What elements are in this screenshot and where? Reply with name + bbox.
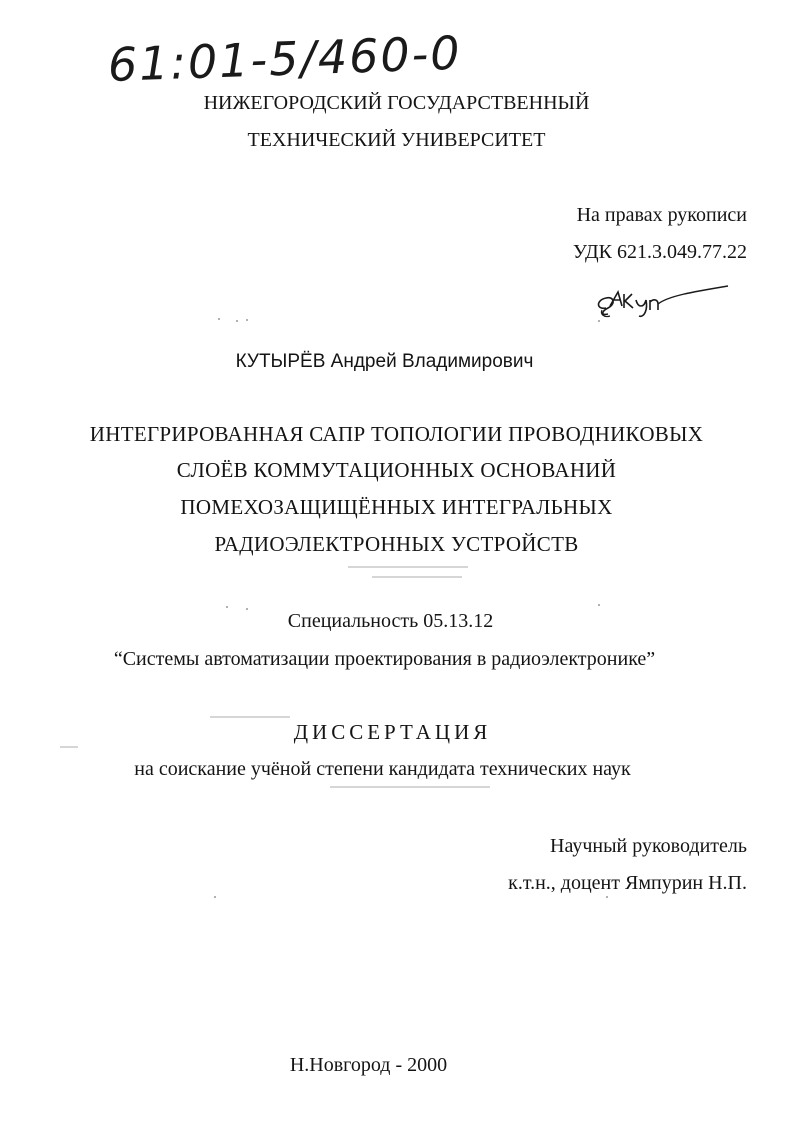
specialty-code: Специальность 05.13.12 [287, 610, 494, 632]
author-name: КУТЫРЁВ Андрей Владимирович [235, 351, 534, 372]
university-line-1: НИЖЕГОРОДСКИЙ ГОСУДАРСТВЕННЫЙ [203, 92, 590, 114]
dissertation-title-line-4: РАДИОЭЛЕКТРОННЫХ УСТРОЙСТВ [214, 532, 579, 556]
scan-speck [218, 318, 220, 320]
author-signature [592, 280, 732, 322]
scan-speck [226, 606, 228, 608]
scan-speck [246, 608, 248, 610]
scan-speck [598, 320, 600, 322]
dissertation-title-line-3: ПОМЕХОЗАЩИЩЁННЫХ ИНТЕГРАЛЬНЫХ [180, 495, 613, 519]
university-line-2: ТЕХНИЧЕСКИЙ УНИВЕРСИТЕТ [247, 129, 546, 151]
dissertation-title-line-2: СЛОЁВ КОММУТАЦИОННЫХ ОСНОВАНИЙ [176, 458, 617, 482]
city-year: Н.Новгород - 2000 [289, 1054, 448, 1076]
advisor-label: Научный руководитель [550, 835, 747, 857]
scan-speck [598, 604, 600, 606]
scan-smudge [372, 576, 462, 578]
scan-speck [246, 319, 248, 321]
degree-statement: на соискание учёной степени кандидата технических наук [134, 758, 631, 780]
advisor-name: к.т.н., доцент Ямпурин Н.П. [508, 872, 747, 894]
scan-smudge [210, 716, 290, 718]
udk-code: УДК 621.3.049.77.22 [572, 241, 747, 263]
specialty-name: “Системы автоматизации проектирования в радиоэлектронике” [113, 648, 656, 670]
scan-smudge [60, 746, 78, 748]
manuscript-rights: На правах рукописи [576, 204, 747, 226]
document-type: ДИССЕРТАЦИЯ [293, 720, 492, 744]
scan-smudge [348, 566, 468, 568]
dissertation-title-line-1: ИНТЕГРИРОВАННАЯ САПР ТОПОЛОГИИ ПРОВОДНИКОВЫХ [89, 422, 704, 446]
handwritten-archive-number: 61:01-5/460-0 [107, 25, 463, 92]
scan-speck [236, 320, 238, 322]
scan-speck [214, 896, 216, 898]
scan-speck [606, 896, 608, 898]
scan-smudge [330, 786, 490, 788]
